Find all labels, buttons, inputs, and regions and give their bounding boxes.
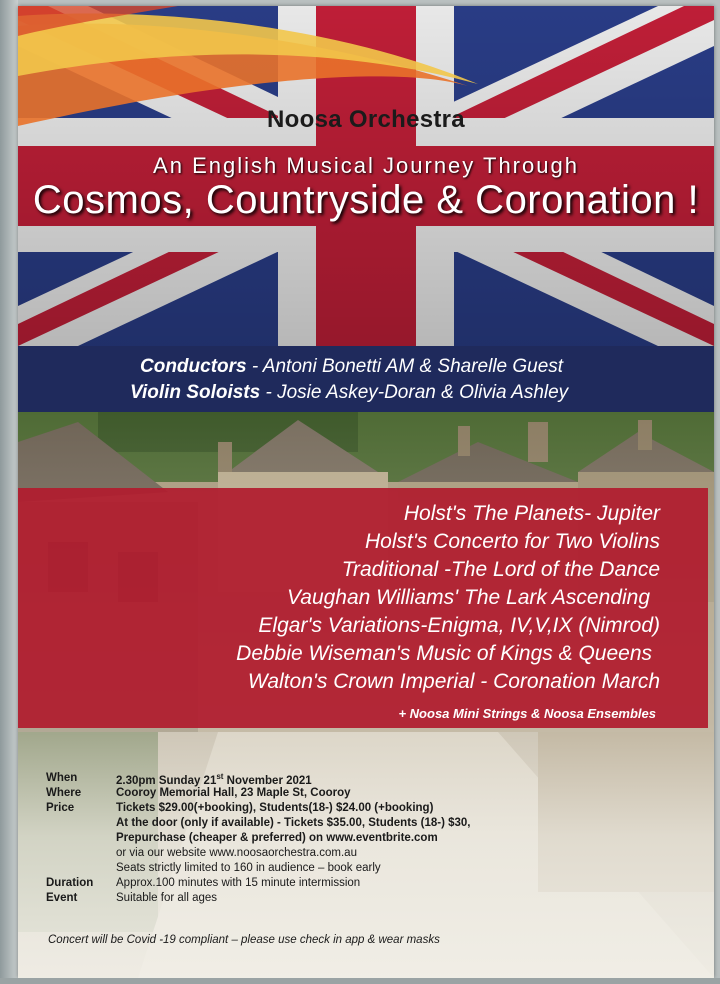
program-item: Holst's The Planets- Jupiter	[403, 502, 660, 525]
price-line: At the door (only if available) - Tickets $35.00, Students (18-) $30,	[116, 817, 471, 829]
concert-poster	[18, 6, 714, 978]
concert-subtitle: An English Musical Journey Through	[153, 153, 579, 178]
where-value: Cooroy Memorial Hall, 23 Maple St, Cooroy	[116, 787, 351, 799]
when-date-rest: November 2021	[223, 774, 312, 787]
price-label: Price	[46, 802, 75, 814]
when-date: 2.30pm Sunday 21	[116, 774, 217, 787]
photo-frame-bottom	[0, 978, 720, 984]
program-item: Traditional -The Lord of the Dance	[341, 558, 660, 581]
program-item: Walton's Crown Imperial - Coronation March	[247, 670, 660, 693]
soloists-label: Violin Soloists	[130, 382, 261, 403]
concert-title: Cosmos, Countryside & Coronation !	[32, 178, 700, 222]
orchestra-name: Noosa Orchestra	[267, 106, 465, 133]
when-value	[116, 772, 312, 787]
duration-label: Duration	[46, 877, 94, 889]
soloists-names: Josie Askey-Doran & Olivia Ashley	[277, 382, 569, 403]
covid-notice: Concert will be Covid -19 compliant – please use check in app & wear masks	[48, 934, 440, 946]
program-extra-note: + Noosa Mini Strings & Noosa Ensembles	[398, 706, 656, 721]
event-label: Event	[46, 892, 78, 904]
price-line: Tickets $29.00(+booking), Students(18-) $24.00 (+booking)	[116, 802, 434, 814]
price-line: Seats strictly limited to 160 in audience – book early	[116, 862, 381, 874]
credits-band	[18, 346, 714, 412]
conductors-label: Conductors	[140, 356, 247, 377]
when-label: When	[46, 772, 78, 784]
event-value: Suitable for all ages	[116, 892, 218, 904]
program-item: Elgar's Variations-Enigma, IV,V,IX (Nimrod)	[258, 614, 660, 637]
program-item: Debbie Wiseman's Music of Kings & Queens	[236, 642, 652, 665]
program-item: Holst's Concerto for Two Violins	[364, 530, 660, 553]
soloists-line: Violin Soloists - Josie Askey-Doran & Olivia Ashley	[130, 382, 569, 403]
program-panel	[18, 488, 708, 728]
price-line: or via our website www.noosaorchestra.com.au	[116, 847, 357, 859]
where-label: Where	[46, 787, 82, 799]
conductors-line: Conductors - Antoni Bonetti AM & Sharelle Guest	[140, 356, 564, 377]
when-date-suffix: st	[216, 772, 224, 781]
photo-frame-edge	[0, 0, 18, 984]
program-item: Vaughan Williams' The Lark Ascending	[287, 586, 650, 609]
price-line: Prepurchase (cheaper & preferred) on www.eventbrite.com	[116, 832, 438, 844]
conductors-names: Antoni Bonetti AM & Sharelle Guest	[262, 356, 564, 377]
duration-value: Approx.100 minutes with 15 minute intermission	[116, 877, 361, 889]
